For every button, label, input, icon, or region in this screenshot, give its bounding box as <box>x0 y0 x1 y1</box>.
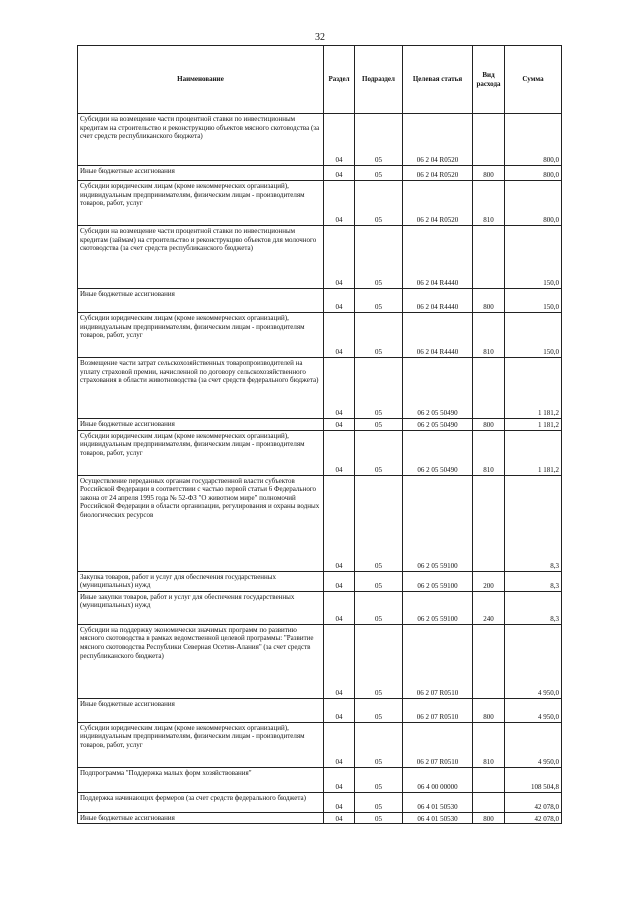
row-sum: 8,3 <box>505 591 562 624</box>
table-row <box>78 313 562 358</box>
table-row <box>78 289 562 313</box>
row-subsection: 05 <box>355 624 403 698</box>
row-sum: 1 181,2 <box>505 419 562 431</box>
header-target: Целевая статья <box>403 46 473 114</box>
table-row <box>78 812 562 824</box>
row-target: 06 2 04 R4440 <box>403 289 473 313</box>
row-target: 06 2 04 R0520 <box>403 181 473 226</box>
row-section: 04 <box>324 226 355 289</box>
row-sum: 8,3 <box>505 475 562 571</box>
row-name: Подпрограмма "Поддержка малых форм хозяйствования" <box>78 767 324 792</box>
row-expense-type: 800 <box>473 812 505 824</box>
row-subsection: 05 <box>355 419 403 431</box>
row-expense-type: 810 <box>473 313 505 358</box>
row-section: 04 <box>324 181 355 226</box>
row-target: 06 2 05 59100 <box>403 591 473 624</box>
table-row <box>78 591 562 624</box>
table-row <box>78 166 562 181</box>
row-subsection: 05 <box>355 430 403 475</box>
row-name: Субсидии на поддержку экономически значимых программ по развитию мясного скотоводства в рамках ведомственной целевой программы: "Развитие мясного скотоводства Республики Северная Осетия-Алания" (за счет средств республиканского бюджета) <box>78 624 324 698</box>
row-sum: 150,0 <box>505 289 562 313</box>
row-section: 04 <box>324 792 355 812</box>
header-sum: Сумма <box>505 46 562 114</box>
row-expense-type: 800 <box>473 289 505 313</box>
row-expense-type <box>473 792 505 812</box>
row-name: Закупка товаров, работ и услуг для обеспечения государственных (муниципальных) нужд <box>78 571 324 591</box>
row-section: 04 <box>324 591 355 624</box>
row-name: Осуществление переданных органам государственной власти субъектов Российской Федерации в соответствии с частью первой статьи 6 Федерального закона от 24 апреля 1995 года № 52-ФЗ "О животном мире" полномочий Российской Федерации в области организации, регулирования и охраны водных биологических ресурсов <box>78 475 324 571</box>
row-target: 06 2 04 R4440 <box>403 313 473 358</box>
row-name: Субсидии юридическим лицам (кроме некоммерческих организаций), индивидуальным предпринимателям, физическим лицам - производителям товаров, работ, услуг <box>78 313 324 358</box>
row-section: 04 <box>324 571 355 591</box>
row-name: Субсидии юридическим лицам (кроме некоммерческих организаций), индивидуальным предпринимателям, физическим лицам - производителям товаров, работ, услуг <box>78 430 324 475</box>
row-subsection: 05 <box>355 181 403 226</box>
row-sum: 800,0 <box>505 114 562 166</box>
table-row <box>78 181 562 226</box>
row-name: Субсидии юридическим лицам (кроме некоммерческих организаций), индивидуальным предпринимателям, физическим лицам - производителям товаров, работ, услуг <box>78 181 324 226</box>
row-subsection: 05 <box>355 591 403 624</box>
row-section: 04 <box>324 313 355 358</box>
row-target: 06 2 05 59100 <box>403 475 473 571</box>
row-subsection: 05 <box>355 792 403 812</box>
row-name: Иные бюджетные ассигнования <box>78 166 324 181</box>
row-name: Поддержка начинающих фермеров (за счет средств федерального бюджета) <box>78 792 324 812</box>
row-subsection: 05 <box>355 313 403 358</box>
row-name: Возмещение части затрат сельскохозяйственных товаропроизводителей на уплату страховой премии, начисленной по договору сельскохозяйственного страхования в области животноводства (за счет средств федерального бюджета) <box>78 358 324 419</box>
row-name: Субсидии на возмещение части процентной ставки по инвестиционным кредитам на строительство и реконструкцию объектов мясного скотоводства (за счет средств республиканского бюджета) <box>78 114 324 166</box>
row-section: 04 <box>324 166 355 181</box>
row-sum: 4 950,0 <box>505 722 562 767</box>
table-row <box>78 571 562 591</box>
row-expense-type <box>473 114 505 166</box>
row-sum: 42 078,0 <box>505 792 562 812</box>
row-expense-type <box>473 624 505 698</box>
row-sum: 800,0 <box>505 166 562 181</box>
row-name: Субсидии юридическим лицам (кроме некоммерческих организаций), индивидуальным предпринимателям, физическим лицам - производителям товаров, работ, услуг <box>78 722 324 767</box>
row-expense-type <box>473 226 505 289</box>
row-name: Иные бюджетные ассигнования <box>78 419 324 431</box>
table-header-row <box>78 46 562 114</box>
row-section: 04 <box>324 419 355 431</box>
row-target: 06 4 00 00000 <box>403 767 473 792</box>
row-section: 04 <box>324 289 355 313</box>
row-expense-type: 800 <box>473 698 505 722</box>
row-expense-type: 800 <box>473 419 505 431</box>
table-row <box>78 419 562 431</box>
row-expense-type <box>473 358 505 419</box>
row-expense-type <box>473 475 505 571</box>
row-subsection: 05 <box>355 289 403 313</box>
row-expense-type: 810 <box>473 722 505 767</box>
row-sum: 4 950,0 <box>505 698 562 722</box>
row-section: 04 <box>324 475 355 571</box>
table-row <box>78 430 562 475</box>
row-subsection: 05 <box>355 571 403 591</box>
table-row <box>78 698 562 722</box>
row-sum: 108 504,8 <box>505 767 562 792</box>
row-subsection: 05 <box>355 358 403 419</box>
row-section: 04 <box>324 114 355 166</box>
row-target: 06 2 05 50490 <box>403 430 473 475</box>
row-section: 04 <box>324 767 355 792</box>
header-section: Раздел <box>324 46 355 114</box>
row-target: 06 2 04 R0520 <box>403 114 473 166</box>
row-target: 06 2 05 50490 <box>403 419 473 431</box>
table-row <box>78 114 562 166</box>
row-target: 06 2 07 R0510 <box>403 624 473 698</box>
table-row <box>78 792 562 812</box>
row-sum: 42 078,0 <box>505 812 562 824</box>
row-sum: 1 181,2 <box>505 358 562 419</box>
row-name: Иные закупки товаров, работ и услуг для обеспечения государственных (муниципальных) нужд <box>78 591 324 624</box>
row-section: 04 <box>324 812 355 824</box>
row-target: 06 4 01 50530 <box>403 792 473 812</box>
row-subsection: 05 <box>355 226 403 289</box>
row-target: 06 2 04 R4440 <box>403 226 473 289</box>
header-subsection: Подраздел <box>355 46 403 114</box>
row-sum: 800,0 <box>505 181 562 226</box>
budget-table <box>77 45 562 824</box>
row-expense-type: 240 <box>473 591 505 624</box>
page-number: 32 <box>315 32 325 43</box>
table-body <box>78 114 562 824</box>
row-expense-type: 200 <box>473 571 505 591</box>
row-target: 06 2 07 R0510 <box>403 722 473 767</box>
row-target: 06 2 04 R0520 <box>403 166 473 181</box>
table-row <box>78 624 562 698</box>
row-target: 06 4 01 50530 <box>403 812 473 824</box>
row-sum: 4 950,0 <box>505 624 562 698</box>
row-subsection: 05 <box>355 722 403 767</box>
row-section: 04 <box>324 722 355 767</box>
header-expense-type: Вид расхода <box>473 46 505 114</box>
row-name: Иные бюджетные ассигнования <box>78 812 324 824</box>
row-subsection: 05 <box>355 114 403 166</box>
header-name: Наименование <box>78 46 324 114</box>
row-expense-type <box>473 767 505 792</box>
row-name: Иные бюджетные ассигнования <box>78 289 324 313</box>
table-row <box>78 475 562 571</box>
row-target: 06 2 05 50490 <box>403 358 473 419</box>
row-subsection: 05 <box>355 698 403 722</box>
row-name: Субсидии на возмещение части процентной ставки по инвестиционным кредитам (займам) на строительство и реконструкцию объектов для молочного скотоводства (за счет средств республиканского бюджета) <box>78 226 324 289</box>
row-subsection: 05 <box>355 767 403 792</box>
row-name: Иные бюджетные ассигнования <box>78 698 324 722</box>
row-expense-type: 810 <box>473 181 505 226</box>
row-section: 04 <box>324 358 355 419</box>
row-subsection: 05 <box>355 812 403 824</box>
row-section: 04 <box>324 624 355 698</box>
row-sum: 8,3 <box>505 571 562 591</box>
row-section: 04 <box>324 698 355 722</box>
row-section: 04 <box>324 430 355 475</box>
row-sum: 150,0 <box>505 226 562 289</box>
row-expense-type: 810 <box>473 430 505 475</box>
table-row <box>78 722 562 767</box>
row-sum: 1 181,2 <box>505 430 562 475</box>
row-subsection: 05 <box>355 166 403 181</box>
table-row <box>78 358 562 419</box>
table-row <box>78 226 562 289</box>
table-row <box>78 767 562 792</box>
row-sum: 150,0 <box>505 313 562 358</box>
row-subsection: 05 <box>355 475 403 571</box>
row-target: 06 2 07 R0510 <box>403 698 473 722</box>
row-target: 06 2 05 59100 <box>403 571 473 591</box>
row-expense-type: 800 <box>473 166 505 181</box>
